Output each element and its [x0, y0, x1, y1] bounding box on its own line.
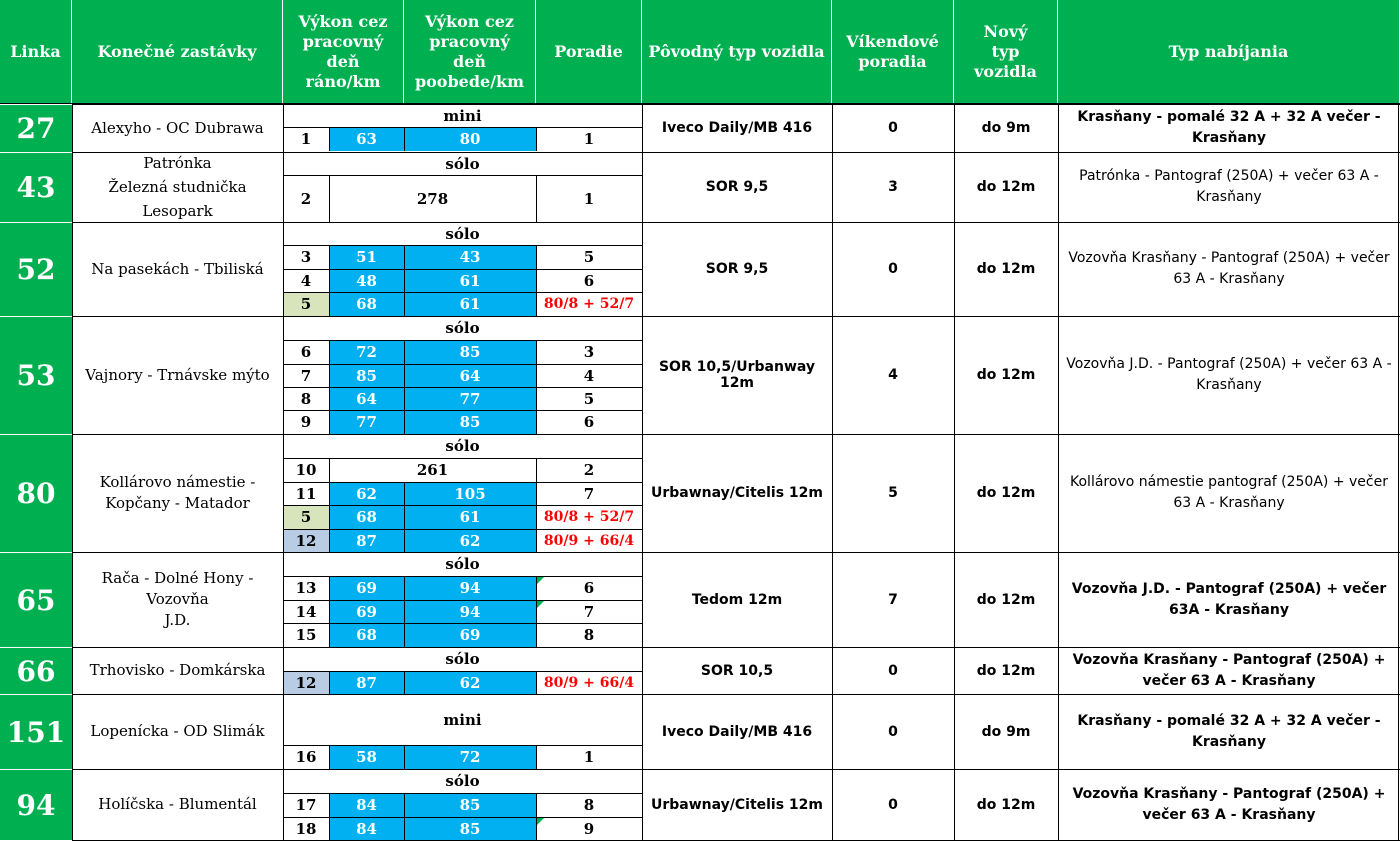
grid-line — [283, 364, 642, 365]
afternoon-km: 43 — [404, 245, 536, 269]
line-number: 52 — [0, 222, 72, 316]
new-vehicle: do 12m — [976, 485, 1036, 501]
grid-line — [283, 817, 642, 818]
stop-name: Rača - Dolné Hony - Vozovňa — [101, 569, 254, 608]
schedule-number: 5 — [283, 505, 329, 529]
grid-line — [404, 576, 405, 600]
grid-line — [72, 316, 1400, 317]
grid-line — [404, 505, 405, 529]
grid-line — [832, 104, 833, 840]
grid-line — [72, 152, 1400, 153]
header-rano: Výkon cez pracovný deň ráno/km — [283, 0, 404, 104]
schedule-number: 18 — [283, 817, 329, 840]
grid-line — [283, 576, 642, 577]
morning-km: 64 — [329, 387, 404, 410]
afternoon-km: 72 — [404, 745, 536, 769]
grid-line — [404, 793, 405, 817]
stop-name: Na pasekách - Tbiliská — [91, 259, 264, 278]
order-value: 7 — [583, 484, 595, 503]
grid-line — [536, 745, 537, 769]
grid-line — [72, 647, 1400, 648]
new-vehicle: do 12m — [976, 367, 1036, 383]
weekend-orders: 0 — [888, 662, 898, 679]
grid-line — [72, 222, 1400, 223]
terminal-stops — [72, 316, 283, 434]
afternoon-km: 85 — [404, 793, 536, 817]
daily-km-total: 278 — [416, 189, 449, 208]
afternoon-km: 94 — [404, 600, 536, 623]
grid-line — [283, 269, 642, 270]
grid-line — [283, 340, 642, 341]
grid-line — [283, 745, 642, 746]
schedule-number: 16 — [283, 745, 329, 769]
grid-line — [283, 292, 642, 293]
schedule-number: 6 — [283, 340, 329, 364]
grid-line — [536, 793, 537, 840]
order-value: 5 — [583, 248, 595, 266]
grid-line — [404, 671, 405, 694]
original-vehicle: Iveco Daily/MB 416 — [661, 723, 813, 740]
weekend-orders: 0 — [888, 120, 898, 136]
new-vehicle: do 12m — [976, 179, 1036, 195]
new-vehicle: do 12m — [976, 261, 1036, 277]
grid-line — [404, 410, 405, 434]
new-vehicle: do 9m — [981, 120, 1031, 136]
grid-line — [329, 127, 330, 151]
grid-line — [536, 245, 537, 316]
grid-line — [72, 769, 1400, 770]
grid-line — [536, 671, 537, 694]
grid-line — [283, 387, 642, 388]
schedule-number: 9 — [283, 410, 329, 434]
line-number: 80 — [0, 434, 72, 552]
grid-line — [329, 245, 330, 316]
grid-line — [404, 529, 405, 552]
header-vikend: Víkendové poradia — [832, 0, 954, 104]
size-label: sólo — [445, 437, 480, 455]
terminal-stops — [72, 152, 283, 222]
morning-km: 72 — [329, 340, 404, 364]
charging-type: Vozovňa J.D. - Pantograf (250A) + večer 63A - Krasňany — [1071, 580, 1387, 618]
morning-km: 68 — [329, 505, 404, 529]
grid-line — [0, 103, 1400, 104]
grid-line — [283, 127, 642, 128]
schedule-number: 13 — [283, 576, 329, 600]
order-value: 1 — [583, 748, 595, 766]
header-poradie: Poradie — [536, 0, 642, 104]
schedule-number: 7 — [283, 364, 329, 387]
morning-km: 77 — [329, 410, 404, 434]
order-value: 4 — [583, 366, 595, 385]
line-number: 94 — [0, 769, 72, 840]
grid-line — [404, 245, 405, 269]
stop-name: Kopčany - Matador — [105, 494, 250, 512]
charging-type: Vozovňa J.D. - Pantograf (250A) + večer 63 A - Krasňany — [1066, 356, 1392, 393]
charging-type: Vozovňa Krasňany - Pantograf (250A) + večer 63 A - Krasňany — [1072, 785, 1386, 823]
grid-line — [404, 745, 405, 769]
grid-line — [283, 458, 642, 459]
stop-name: Trhovisko - Domkárska — [89, 661, 266, 679]
morning-km: 87 — [329, 671, 404, 694]
header-nabijanie: Typ nabíjania — [1058, 0, 1400, 104]
weekend-orders: 0 — [888, 796, 898, 813]
size-label: sólo — [445, 319, 480, 337]
weekend-orders: 4 — [888, 367, 898, 383]
morning-km: 48 — [329, 269, 404, 292]
header-poobede: Výkon cez pracovný deň poobede/km — [404, 0, 536, 104]
afternoon-km: 61 — [404, 505, 536, 529]
grid-line — [283, 104, 284, 840]
new-vehicle: do 12m — [976, 591, 1036, 608]
line-number: 65 — [0, 552, 72, 647]
original-vehicle: Urbawnay/Citelis 12m — [650, 485, 824, 501]
grid-line — [329, 458, 330, 552]
schedule-number: 12 — [283, 671, 329, 694]
weekend-orders: 5 — [888, 485, 898, 501]
grid-line — [329, 576, 330, 647]
weekend-orders: 0 — [888, 261, 898, 277]
morning-km: 69 — [329, 600, 404, 623]
charging-type: Vozovňa Krasňany - Pantograf (250A) + večer 63 A - Krasňany — [1068, 250, 1390, 287]
new-vehicle: do 12m — [976, 662, 1036, 679]
line-number: 53 — [0, 316, 72, 434]
grid-line — [536, 458, 537, 552]
terminal-stops — [72, 694, 283, 769]
terminal-stops — [72, 222, 283, 316]
order-value: 5 — [583, 389, 595, 408]
grid-line — [536, 127, 537, 151]
schedule-number: 4 — [283, 269, 329, 292]
terminal-stops — [72, 104, 283, 152]
grid-line — [283, 410, 642, 411]
schedule-number: 14 — [283, 600, 329, 623]
original-vehicle: Urbawnay/Citelis 12m — [650, 796, 824, 813]
schedule-number: 10 — [283, 458, 329, 482]
morning-km: 69 — [329, 576, 404, 600]
original-vehicle: Iveco Daily/MB 416 — [661, 120, 813, 136]
grid-line — [1398, 104, 1399, 840]
line-number: 27 — [0, 104, 72, 152]
grid-line — [642, 104, 643, 840]
weekend-orders: 7 — [888, 591, 898, 608]
afternoon-km: 61 — [404, 269, 536, 292]
order-value: 9 — [583, 819, 595, 838]
new-vehicle: do 12m — [976, 796, 1036, 813]
terminal-stops — [72, 769, 283, 840]
afternoon-km: 77 — [404, 387, 536, 410]
afternoon-km: 85 — [404, 340, 536, 364]
morning-km: 62 — [329, 482, 404, 505]
grid-line — [283, 505, 642, 506]
charging-type: Krasňany - pomalé 32 A + 32 A večer - Krasňany — [1077, 712, 1381, 750]
grid-line — [72, 104, 1400, 105]
schedule-number: 17 — [283, 793, 329, 817]
morning-km: 84 — [329, 793, 404, 817]
afternoon-km: 64 — [404, 364, 536, 387]
grid-line — [404, 623, 405, 647]
charging-type: Vozovňa Krasňany - Pantograf (250A) + večer 63 A - Krasňany — [1072, 651, 1386, 689]
schedule-number: 15 — [283, 623, 329, 647]
charging-type: Kollárovo námestie pantograf (250A) + večer 63 A - Krasňany — [1070, 474, 1388, 511]
size-label: mini — [443, 710, 482, 729]
order-value: 6 — [583, 271, 595, 290]
weekend-orders: 0 — [888, 723, 898, 740]
terminal-stops — [72, 552, 283, 647]
size-label: sólo — [445, 555, 480, 573]
grid-line — [72, 694, 1400, 695]
header-konecne: Konečné zastávky — [72, 0, 283, 104]
size-label: sólo — [445, 154, 480, 173]
morning-km: 84 — [329, 817, 404, 840]
grid-line — [283, 623, 642, 624]
line-number: 43 — [0, 152, 72, 222]
comment-marker-icon — [537, 577, 544, 584]
grid-line — [329, 793, 330, 840]
grid-line — [536, 340, 537, 434]
order-value: 6 — [583, 579, 595, 597]
morning-km: 51 — [329, 245, 404, 269]
original-vehicle: SOR 9,5 — [705, 179, 769, 195]
original-vehicle: SOR 9,5 — [705, 261, 769, 277]
order-value: 2 — [583, 461, 595, 479]
header-linka: Linka — [0, 0, 72, 104]
stop-name: Železná studnička — [108, 178, 247, 196]
daily-km-total: 261 — [416, 461, 449, 479]
afternoon-km: 85 — [404, 410, 536, 434]
grid-line — [283, 793, 642, 794]
order-value: 8 — [583, 796, 595, 814]
grid-line — [954, 104, 955, 840]
schedule-number: 5 — [283, 292, 329, 316]
grid-line — [404, 292, 405, 316]
morning-km: 87 — [329, 529, 404, 552]
size-label: sólo — [445, 772, 480, 790]
grid-line — [404, 269, 405, 292]
grid-line — [329, 671, 330, 694]
afternoon-km: 105 — [404, 482, 536, 505]
afternoon-km: 62 — [404, 529, 536, 552]
order-value: 1 — [583, 189, 595, 208]
order-value: 7 — [583, 602, 595, 621]
grid-line — [72, 552, 1400, 553]
afternoon-km: 80 — [404, 127, 536, 151]
grid-line — [536, 576, 537, 647]
grid-line — [72, 434, 1400, 435]
order-value: 80/9 + 66/4 — [543, 532, 635, 549]
charging-type: Krasňany - pomalé 32 A + 32 A večer - Krasňany — [1077, 109, 1381, 146]
stop-name: Lopenícka - OD Slimák — [90, 722, 265, 740]
header-novy: Nový typ vozidla — [954, 0, 1058, 104]
morning-km: 85 — [329, 364, 404, 387]
afternoon-km: 62 — [404, 671, 536, 694]
grid-line — [72, 104, 73, 840]
schedule-number: 2 — [283, 175, 329, 222]
grid-line — [404, 340, 405, 364]
comment-marker-icon — [537, 601, 544, 608]
schedule-number: 1 — [283, 127, 329, 151]
original-vehicle: SOR 10,5/Urbanway 12m — [658, 359, 816, 391]
grid-line — [329, 745, 330, 769]
afternoon-km: 69 — [404, 623, 536, 647]
order-value: 80/9 + 66/4 — [543, 674, 635, 691]
grid-line — [329, 340, 330, 434]
schedule-number: 3 — [283, 245, 329, 269]
terminal-stops — [72, 434, 283, 552]
order-value: 6 — [583, 413, 595, 431]
grid-line — [404, 387, 405, 410]
grid-line — [404, 364, 405, 387]
grid-line — [283, 600, 642, 601]
stop-name: Lesopark — [142, 202, 213, 220]
grid-line — [404, 482, 405, 505]
schedule-number: 11 — [283, 482, 329, 505]
line-number: 66 — [0, 647, 72, 694]
afternoon-km: 85 — [404, 817, 536, 840]
grid-line — [404, 817, 405, 840]
charging-type: Patrónka - Pantograf (250A) + večer 63 A - Krasňany — [1079, 168, 1379, 205]
order-value: 80/8 + 52/7 — [543, 296, 635, 312]
morning-km: 68 — [329, 623, 404, 647]
grid-line — [404, 600, 405, 623]
weekend-orders: 3 — [888, 179, 898, 195]
stop-name: Patrónka — [143, 154, 212, 172]
grid-line — [283, 671, 642, 672]
stop-name: J.D. — [164, 611, 191, 629]
order-value: 1 — [583, 130, 595, 148]
original-vehicle: SOR 10,5 — [700, 662, 774, 679]
stop-name: Vajnory - Trnávske mýto — [85, 365, 270, 384]
afternoon-km: 61 — [404, 292, 536, 316]
order-value: 8 — [583, 626, 595, 644]
header-povodny: Pôvodný typ vozidla — [642, 0, 832, 104]
stop-name: Holíčska - Blumentál — [98, 795, 257, 813]
stop-name: Kollárovo námestie - — [99, 473, 256, 491]
size-label: sólo — [445, 650, 480, 668]
schedule-number: 12 — [283, 529, 329, 552]
afternoon-km: 94 — [404, 576, 536, 600]
morning-km: 58 — [329, 745, 404, 769]
order-value: 80/8 + 52/7 — [543, 509, 635, 525]
morning-km: 63 — [329, 127, 404, 151]
grid-line — [536, 175, 537, 222]
grid-line — [283, 482, 642, 483]
terminal-stops — [72, 647, 283, 694]
comment-marker-icon — [537, 818, 544, 825]
original-vehicle: Tedom 12m — [691, 591, 783, 608]
new-vehicle: do 9m — [981, 723, 1031, 740]
grid-line — [1058, 104, 1059, 840]
grid-line — [283, 175, 642, 176]
grid-line — [404, 127, 405, 151]
grid-line — [283, 529, 642, 530]
morning-km: 68 — [329, 292, 404, 316]
size-label: mini — [443, 107, 482, 125]
order-value: 3 — [583, 343, 595, 361]
line-number: 151 — [0, 694, 72, 769]
schedule-number: 8 — [283, 387, 329, 410]
size-label: sólo — [445, 224, 480, 243]
grid-line — [283, 245, 642, 246]
stop-name: Alexyho - OC Dubrawa — [91, 118, 264, 137]
grid-line — [329, 175, 330, 222]
